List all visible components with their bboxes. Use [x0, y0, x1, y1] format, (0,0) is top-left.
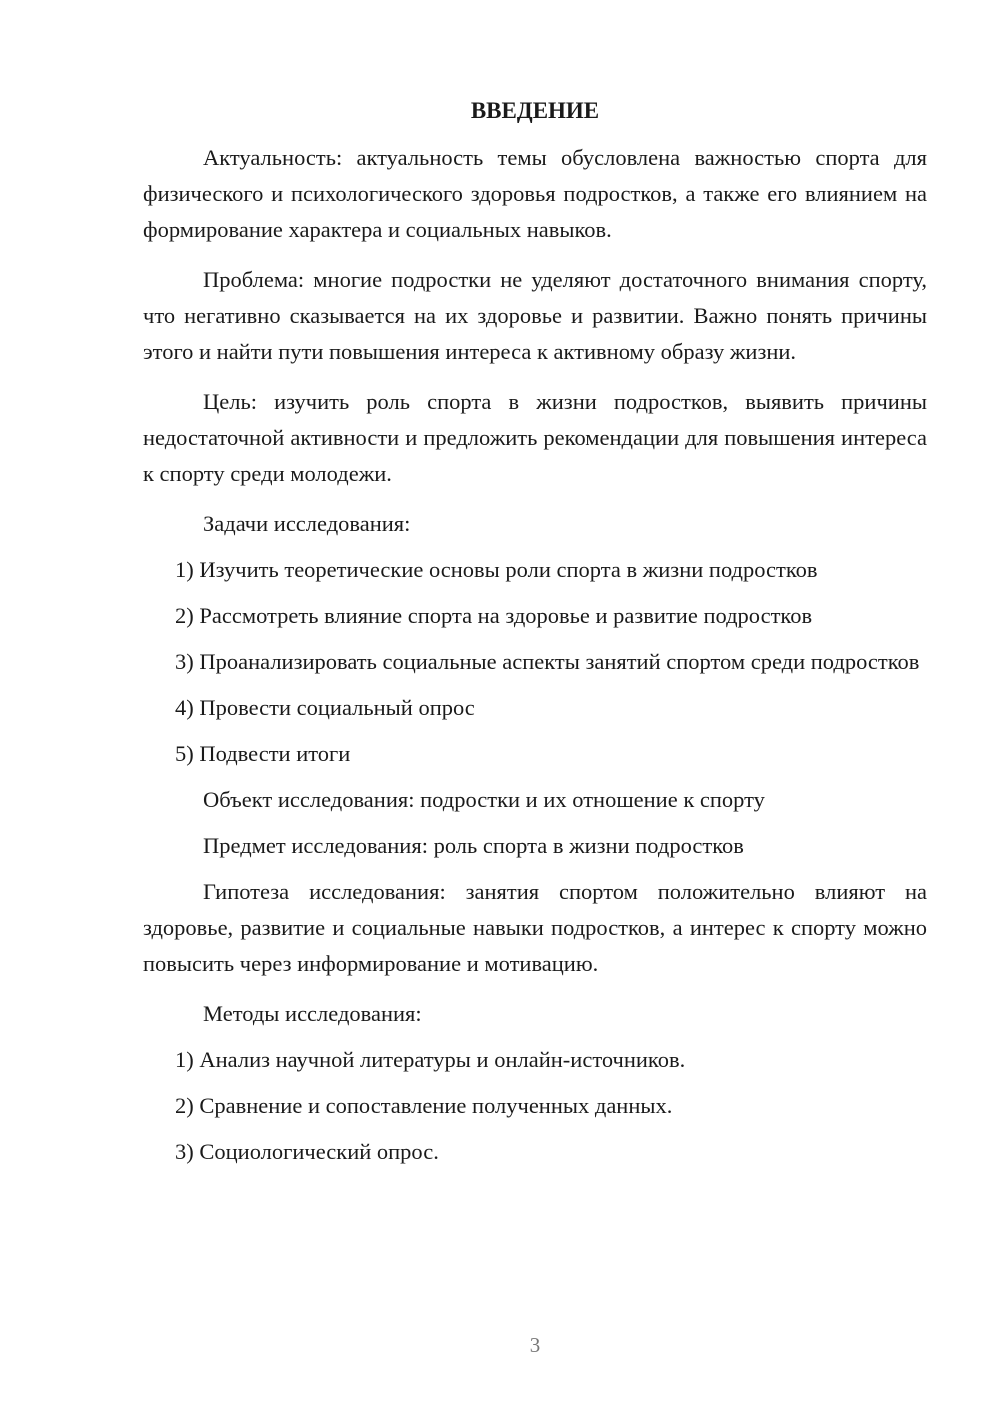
method-item-3: 3) Социологический опрос.	[175, 1139, 439, 1164]
problem-paragraph: Проблема: многие подростки не уделяют достаточного внимания спорту, что негативно сказывается на их здоровье и развитии. Важно понять причины этого и найти пути повышения интереса к активному образу жизни.	[143, 267, 927, 364]
task-item-1: 1) Изучить теоретические основы роли спорта в жизни подростков	[175, 557, 818, 582]
task-item-3: 3) Проанализировать социальные аспекты занятий спортом среди подростков	[175, 649, 920, 674]
document-body	[143, 140, 927, 1180]
page-number: 3	[529, 1333, 541, 1357]
research-subject: Предмет исследования: роль спорта в жизни подростков	[203, 833, 744, 858]
hypothesis-paragraph: Гипотеза исследования: занятия спортом положительно влияют на здоровье, развитие и социальные навыки подростков, а интерес к спорту можно повысить через информирование и мотивацию.	[143, 879, 927, 976]
relevance-paragraph: Актуальность: актуальность темы обусловлена важностью спорта для физического и психологического здоровья подростков, а также его влиянием на формирование характера и социальных навыков.	[143, 145, 927, 242]
task-item-4: 4) Провести социальный опрос	[175, 695, 475, 720]
task-item-5: 5) Подвести итоги	[175, 741, 351, 766]
section-heading: ВВЕДЕНИЕ	[470, 98, 600, 123]
method-item-1: 1) Анализ научной литературы и онлайн-источников.	[175, 1047, 686, 1072]
methods-title: Методы исследования:	[203, 1001, 422, 1026]
research-object: Объект исследования: подростки и их отношение к спорту	[203, 787, 765, 812]
tasks-title: Задачи исследования:	[203, 511, 411, 536]
goal-paragraph: Цель: изучить роль спорта в жизни подростков, выявить причины недостаточной активности и предложить рекомендации для повышения интереса к спорту среди молодежи.	[143, 389, 927, 486]
method-item-2: 2) Сравнение и сопоставление полученных данных.	[175, 1093, 673, 1118]
task-item-2: 2) Рассмотреть влияние спорта на здоровье и развитие подростков	[175, 603, 813, 628]
